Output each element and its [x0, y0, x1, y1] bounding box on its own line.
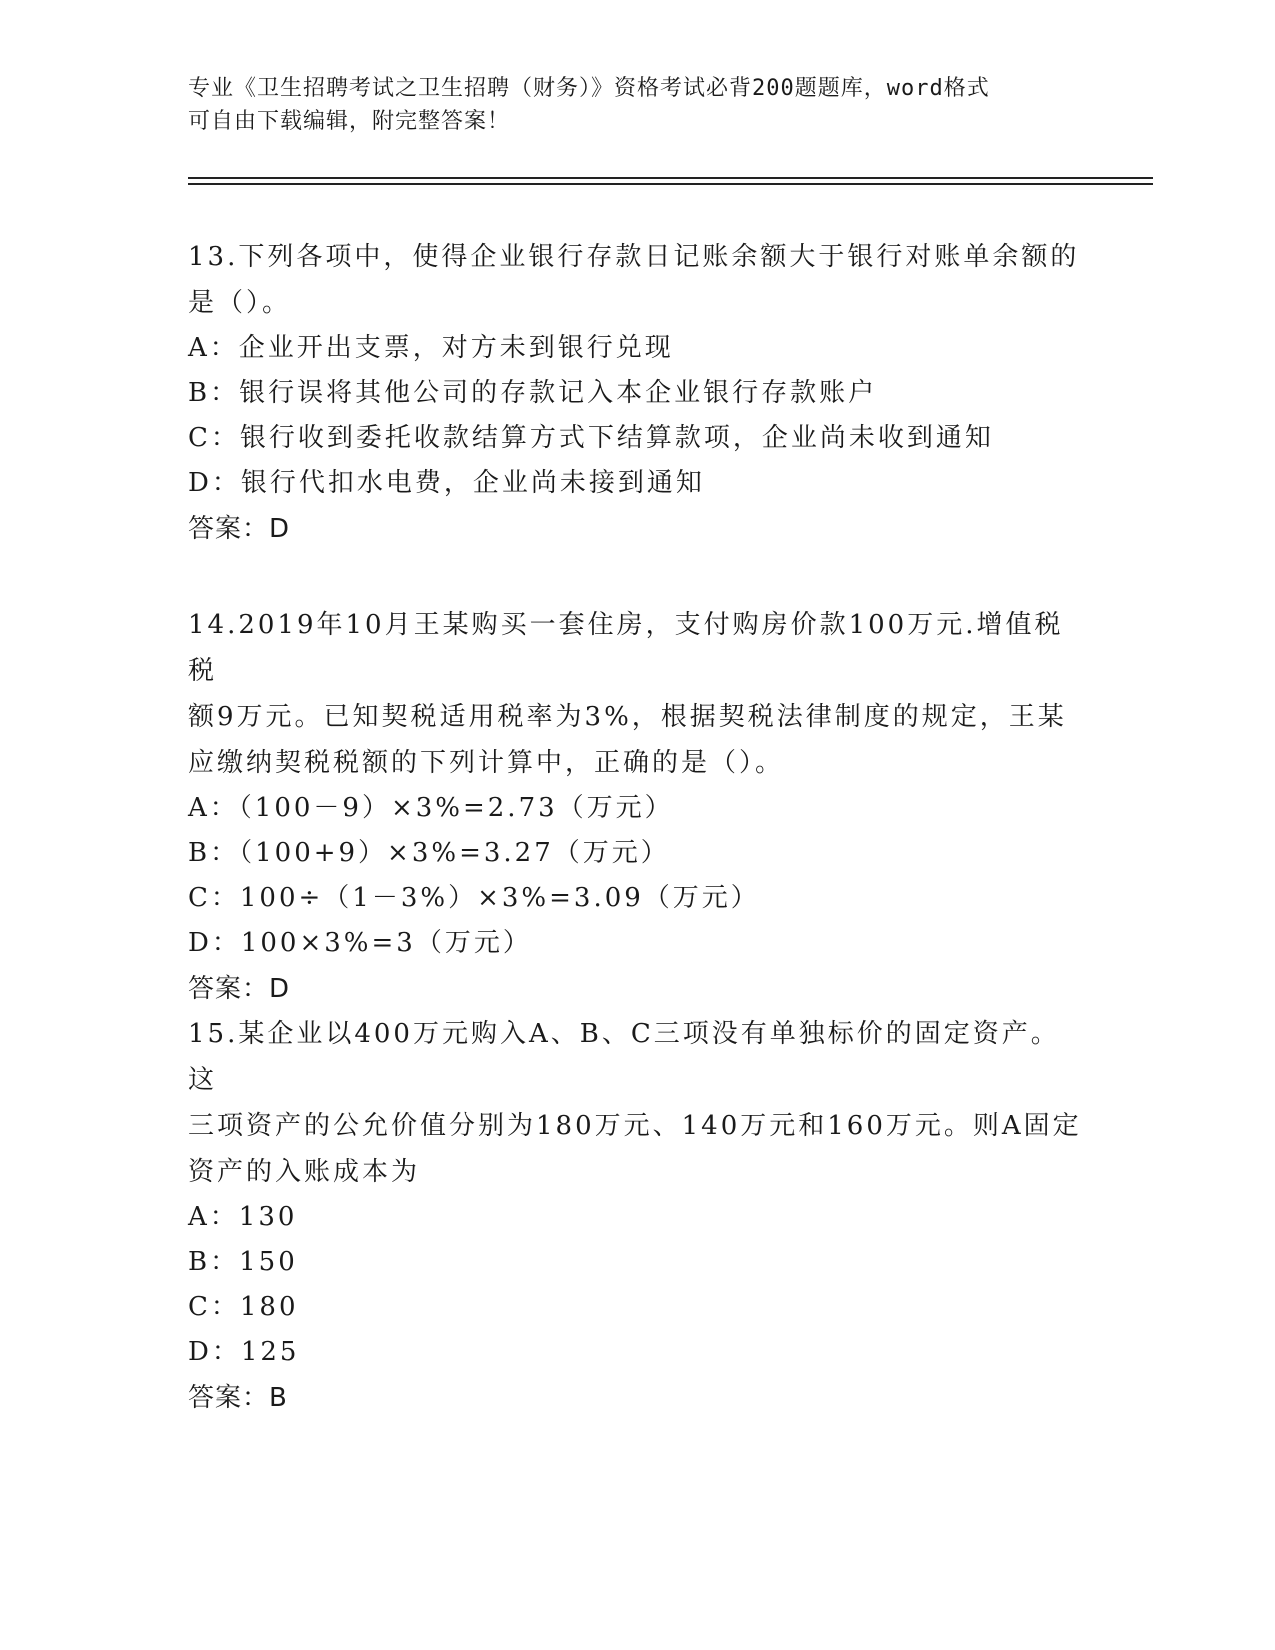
answer: 答案：D: [188, 514, 291, 544]
question-15: [188, 1011, 1088, 1421]
option-d: D：100×3%=3（万元）: [188, 928, 532, 958]
option-a: A：（100－9）×3%=2.73（万元）: [188, 793, 674, 823]
option-b: B：（100+9）×3%=3.27（万元）: [188, 838, 670, 868]
option-c: C：100÷（1－3%）×3%=3.09（万元）: [188, 883, 760, 913]
question-text-line: 是（）。: [188, 288, 292, 318]
option-d: D：银行代扣水电费，企业尚未接到通知: [188, 468, 705, 498]
header-line-1: 专业《卫生招聘考试之卫生招聘（财务）》资格考试必背200题题库，word格式: [188, 76, 990, 101]
header-line-2: 可自由下载编辑，附完整答案！: [188, 109, 511, 134]
answer: 答案：D: [188, 974, 291, 1004]
option-c: C：180: [188, 1292, 299, 1322]
question-text: [188, 1011, 1088, 1195]
question-text-line: 资产的入账成本为: [188, 1157, 421, 1187]
question-text-line: 应缴纳契税税额的下列计算中，正确的是（）。: [188, 748, 785, 778]
option-b: B：银行误将其他公司的存款记入本企业银行存款账户: [188, 378, 878, 408]
option-d: D：125: [188, 1337, 300, 1367]
question-text: [188, 234, 1088, 326]
option-c: C：银行收到委托收款结算方式下结算款项，企业尚未收到通知: [188, 423, 994, 453]
question-text-line: 三项资产的公允价值分别为180万元、140万元和160万元。则A固定: [188, 1111, 1082, 1141]
question-13: [188, 234, 1088, 552]
header-divider-bottom: [188, 183, 1153, 185]
question-text-line: 额9万元。已知契税适用税率为3%，根据契税法律制度的规定，王某: [188, 702, 1067, 732]
header-divider-top: [188, 177, 1153, 179]
question-14: [188, 602, 1088, 1012]
question-text-line: 14.2019年10月王某购买一套住房，支付购房价款100万元.增值税税: [188, 610, 1064, 686]
question-text-line: 13.下列各项中，使得企业银行存款日记账余额大于银行对账单余额的: [188, 242, 1080, 272]
question-text: [188, 602, 1088, 786]
question-text-line: 15.某企业以400万元购入A、B、C三项没有单独标价的固定资产。这: [188, 1019, 1060, 1095]
answer: 答案：B: [188, 1383, 288, 1413]
document-header: [188, 72, 1088, 138]
option-b: B：150: [188, 1247, 298, 1277]
option-a: A：130: [188, 1202, 298, 1232]
option-a: A：企业开出支票，对方未到银行兑现: [188, 333, 674, 363]
